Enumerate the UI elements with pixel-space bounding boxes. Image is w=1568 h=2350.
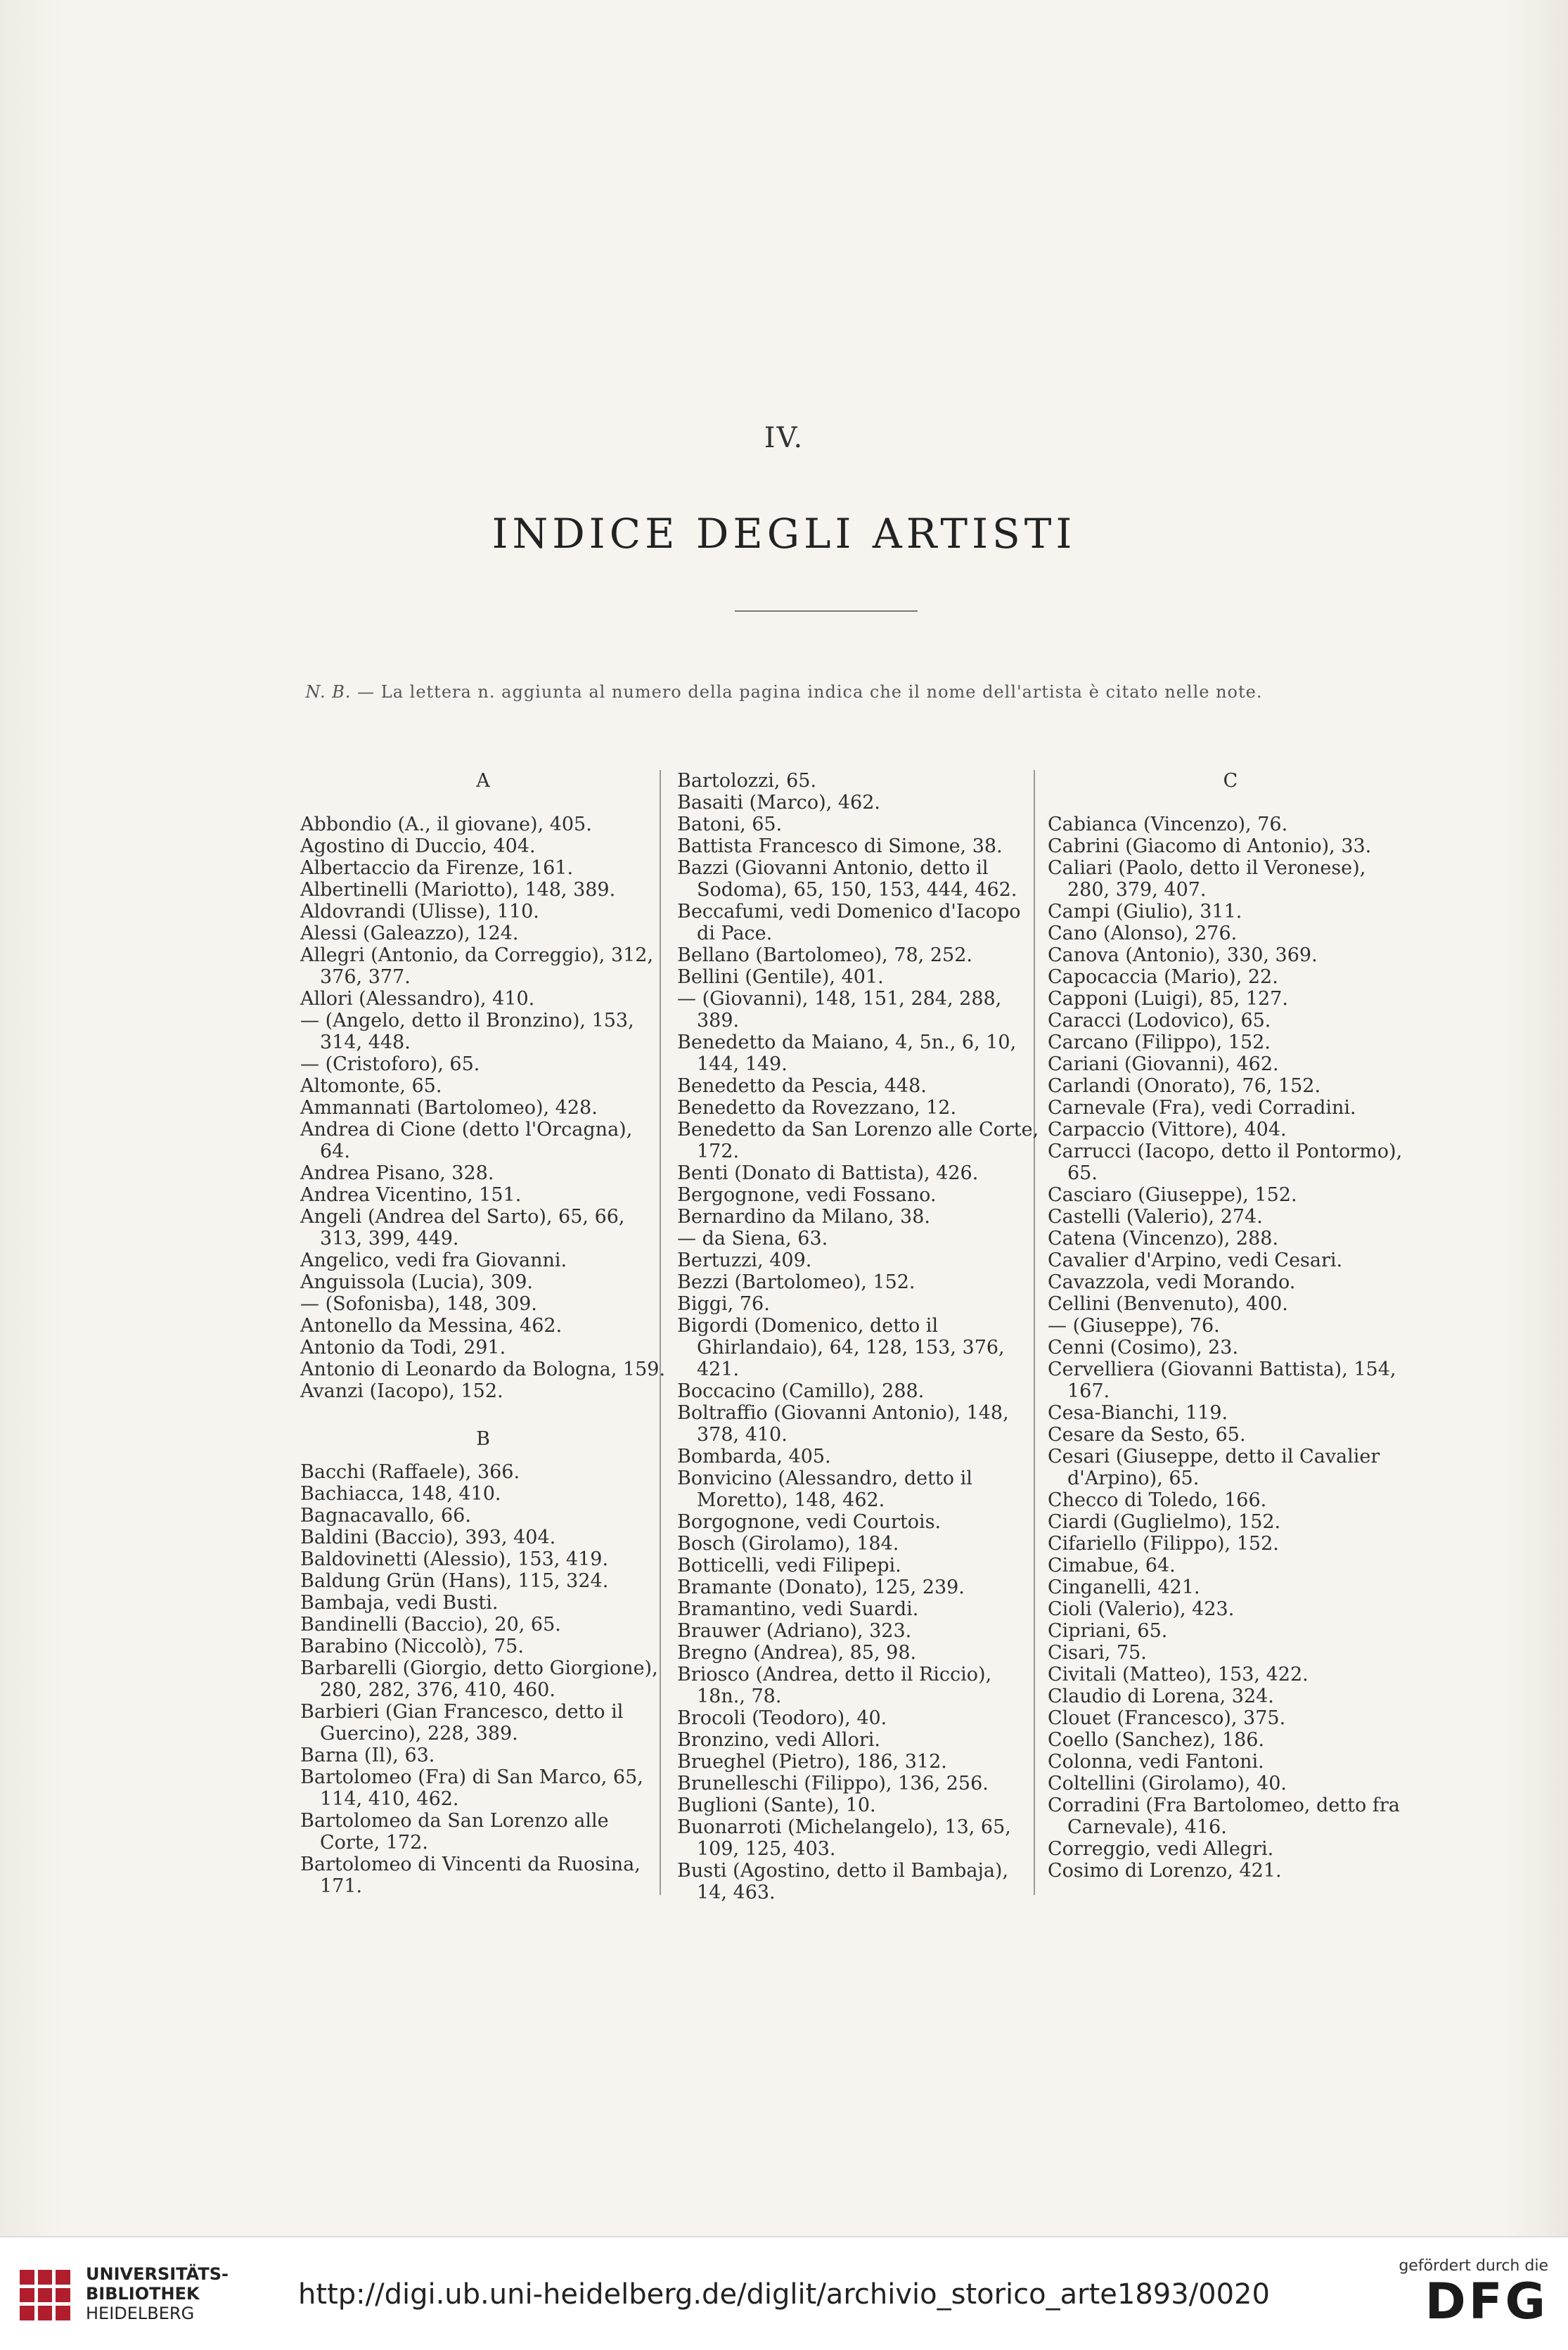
index-entry: Cosimo di Lorenzo, 421. <box>1048 1860 1282 1882</box>
index-entry: Aldovrandi (Ulisse), 110. <box>300 901 539 923</box>
index-entry: Cavalier d'Arpino, vedi Cesari. <box>1048 1250 1343 1271</box>
index-entry: Corradini (Fra Bartolomeo, detto fra Carnevale), 416. <box>1048 1794 1400 1838</box>
index-entry: Batoni, 65. <box>677 814 783 835</box>
index-entry: Benedetto da Maiano, 4, 5n., 6, 10, 144, 149. <box>677 1032 1017 1075</box>
entries-b-continued <box>677 770 1043 1903</box>
index-entry: Bartolomeo da San Lorenzo alle Corte, 172. <box>300 1810 609 1854</box>
index-entry: Baldini (Baccio), 393, 404. <box>300 1527 556 1548</box>
note-prefix: N. B. <box>305 682 352 702</box>
index-entry: Agostino di Duccio, 404. <box>300 835 536 857</box>
section-number: IV. <box>764 422 804 454</box>
entries-a <box>300 814 666 1402</box>
index-entry: Catena (Vincenzo), 288. <box>1048 1228 1279 1250</box>
index-entry: Cavazzola, vedi Morando. <box>1048 1271 1296 1293</box>
index-entry: Altomonte, 65. <box>300 1075 442 1097</box>
index-entry: Brunelleschi (Filippo), 136, 256. <box>677 1773 989 1794</box>
index-entry: Bigordi (Domenico, detto il Ghirlandaio), 64, 128, 153, 376, 421. <box>677 1315 1005 1380</box>
index-entry: Bazzi (Giovanni Antonio, detto il Sodoma), 65, 150, 153, 444, 462. <box>677 857 1017 901</box>
page-title: INDICE DEGLI ARTISTI <box>491 510 1077 558</box>
index-entry: Buonarroti (Michelangelo), 13, 65, 109, 125, 403. <box>677 1816 1011 1860</box>
index-entry: Briosco (Andrea, detto il Riccio), 18n., 78. <box>677 1664 992 1707</box>
index-entry: Cabianca (Vincenzo), 76. <box>1048 814 1288 835</box>
index-column-3 <box>1048 770 1413 1882</box>
index-entry: Bergognone, vedi Fossano. <box>677 1184 937 1206</box>
index-entry: Campi (Giulio), 311. <box>1048 901 1242 923</box>
index-entry: Baldung Grün (Hans), 115, 324. <box>300 1570 609 1592</box>
index-entry: Benti (Donato di Battista), 426. <box>677 1162 979 1184</box>
index-entry: Beccafumi, vedi Domenico d'Iacopo di Pace. <box>677 901 1021 944</box>
index-entry: Cesare da Sesto, 65. <box>1048 1424 1246 1446</box>
index-entry: Borgognone, vedi Courtois. <box>677 1511 942 1533</box>
index-entry: Capocaccia (Mario), 22. <box>1048 966 1278 988</box>
library-name-line3: HEIDELBERG <box>86 2304 195 2323</box>
index-entry: Canova (Antonio), 330, 369. <box>1048 944 1318 966</box>
index-entry: Ammannati (Bartolomeo), 428. <box>300 1097 598 1119</box>
index-entry: Andrea di Cione (detto l'Orcagna), 64. <box>300 1119 633 1162</box>
funded-by-text: gefördert durch die <box>1399 2257 1548 2275</box>
index-entry: Barna (Il), 63. <box>300 1745 435 1766</box>
index-entry: Bandinelli (Baccio), 20, 65. <box>300 1614 561 1636</box>
index-entry: Cano (Alonso), 276. <box>1048 923 1238 944</box>
title-divider <box>735 610 918 612</box>
index-entry: — da Siena, 63. <box>677 1228 828 1250</box>
index-entry: Benedetto da Rovezzano, 12. <box>677 1097 957 1119</box>
index-entry: Boltraffio (Giovanni Antonio), 148, 378, 410. <box>677 1402 1009 1446</box>
index-entry: Botticelli, vedi Filipepi. <box>677 1555 901 1577</box>
editorial-note <box>0 682 1568 702</box>
index-entry: Antonio di Leonardo da Bologna, 159. <box>300 1359 666 1380</box>
index-entry: Buglioni (Sante), 10. <box>677 1794 876 1816</box>
index-entry: Cisari, 75. <box>1048 1642 1147 1664</box>
index-entry: Bagnacavallo, 66. <box>300 1505 471 1527</box>
index-entry: Bosch (Girolamo), 184. <box>677 1533 899 1555</box>
index-entry: Bramantino, vedi Suardi. <box>677 1598 919 1620</box>
index-entry: Coltellini (Girolamo), 40. <box>1048 1773 1287 1794</box>
funder-block <box>1394 2257 1548 2328</box>
letter-heading-b: B <box>476 1428 490 1450</box>
index-entry: Barbarelli (Giorgio, detto Giorgione), 280, 282, 376, 410, 460. <box>300 1657 658 1701</box>
index-entry: Barabino (Niccolò), 75. <box>300 1636 524 1657</box>
index-entry: Albertaccio da Firenze, 161. <box>300 857 574 879</box>
index-entry: Angeli (Andrea del Sarto), 65, 66, 313, 399, 449. <box>300 1206 625 1250</box>
index-entry: Brocoli (Teodoro), 40. <box>677 1707 887 1729</box>
index-entry: Checco di Toledo, 166. <box>1048 1489 1267 1511</box>
index-entry: — (Angelo, detto il Bronzino), 153, 314, 448. <box>300 1010 634 1053</box>
index-entry: Cellini (Benvenuto), 400. <box>1048 1293 1288 1315</box>
index-entry: Andrea Vicentino, 151. <box>300 1184 522 1206</box>
index-entry: Caracci (Lodovico), 65. <box>1048 1010 1271 1032</box>
index-entry: Cipriani, 65. <box>1048 1620 1168 1642</box>
index-entry: Cioli (Valerio), 423. <box>1048 1598 1235 1620</box>
index-entry: Cenni (Cosimo), 23. <box>1048 1337 1239 1359</box>
index-entry: Ciardi (Guglielmo), 152. <box>1048 1511 1281 1533</box>
index-entry: Avanzi (Iacopo), 152. <box>300 1380 503 1402</box>
index-entry: Coello (Sanchez), 186. <box>1048 1729 1265 1751</box>
index-entry: Casciaro (Giuseppe), 152. <box>1048 1184 1297 1206</box>
source-url-link[interactable]: http://digi.ub.uni-heidelberg.de/diglit/archivio_storico_arte1893/0020 <box>298 2278 1270 2311</box>
index-entry: Benedetto da Pescia, 448. <box>677 1075 927 1097</box>
index-entry: Antonello da Messina, 462. <box>300 1315 563 1337</box>
index-entry: Bambaja, vedi Busti. <box>300 1592 499 1614</box>
letter-heading-a: A <box>476 770 490 792</box>
index-entry: Carlandi (Onorato), 76, 152. <box>1048 1075 1321 1097</box>
letter-heading-c: C <box>1223 770 1238 792</box>
index-entry: Cariani (Giovanni), 462. <box>1048 1053 1279 1075</box>
index-entry: Bacchi (Raffaele), 366. <box>300 1461 520 1483</box>
index-entry: Anguissola (Lucia), 309. <box>300 1271 534 1293</box>
index-entry: Bertuzzi, 409. <box>677 1250 812 1271</box>
index-entry: Cesa-Bianchi, 119. <box>1048 1402 1228 1424</box>
index-entry: Bartolozzi, 65. <box>677 770 817 792</box>
index-column-1 <box>300 770 666 1897</box>
index-entry: Cabrini (Giacomo di Antonio), 33. <box>1048 835 1372 857</box>
index-entry: Abbondio (A., il giovane), 405. <box>300 814 592 835</box>
index-entry: Colonna, vedi Fantoni. <box>1048 1751 1264 1773</box>
index-entry: Carcano (Filippo), 152. <box>1048 1032 1271 1053</box>
entries-c <box>1048 814 1413 1882</box>
index-entry: Angelico, vedi fra Giovanni. <box>300 1250 567 1271</box>
dfg-logo: DFG <box>1425 2273 1548 2330</box>
index-entry: Basaiti (Marco), 462. <box>677 792 880 814</box>
index-entry: — (Sofonisba), 148, 309. <box>300 1293 537 1315</box>
index-entry: Carpaccio (Vittore), 404. <box>1048 1119 1287 1141</box>
index-entry: Bombarda, 405. <box>677 1446 831 1468</box>
note-text: — La lettera n. aggiunta al numero della pagina indica che il nome dell'artista è citato nelle note. <box>357 682 1263 702</box>
index-entry: Civitali (Matteo), 153, 422. <box>1048 1664 1309 1686</box>
index-entry: Clouet (Francesco), 375. <box>1048 1707 1286 1729</box>
index-entry: — (Giovanni), 148, 151, 284, 288, 389. <box>677 988 1002 1032</box>
index-entry: Allegri (Antonio, da Correggio), 312, 376, 377. <box>300 944 654 988</box>
index-entry: Bachiacca, 148, 410. <box>300 1483 501 1505</box>
digitization-footer <box>0 2236 1568 2350</box>
library-name-line1: UNIVERSITÄTS- <box>86 2264 229 2284</box>
index-entry: Bramante (Donato), 125, 239. <box>677 1577 965 1598</box>
index-entry: Correggio, vedi Allegri. <box>1048 1838 1274 1860</box>
index-entry: Castelli (Valerio), 274. <box>1048 1206 1263 1228</box>
index-entry: Bonvicino (Alessandro, detto il Moretto), 148, 462. <box>677 1468 972 1511</box>
index-entry: Cinganelli, 421. <box>1048 1577 1200 1598</box>
index-entry: Boccacino (Camillo), 288. <box>677 1380 925 1402</box>
index-entry: Cimabue, 64. <box>1048 1555 1176 1577</box>
index-entry: Andrea Pisano, 328. <box>300 1162 494 1184</box>
index-entry: Cesari (Giuseppe, detto il Cavalier d'Arpino), 65. <box>1048 1446 1380 1489</box>
index-entry: Capponi (Luigi), 85, 127. <box>1048 988 1288 1010</box>
index-entry: Carrucci (Iacopo, detto il Pontormo), 65. <box>1048 1141 1403 1184</box>
index-entry: Benedetto da San Lorenzo alle Corte, 172. <box>677 1119 1039 1162</box>
index-entry: Alessi (Galeazzo), 124. <box>300 923 519 944</box>
index-entry: Bellini (Gentile), 401. <box>677 966 884 988</box>
index-entry: Bregno (Andrea), 85, 98. <box>677 1642 917 1664</box>
index-entry: Brauwer (Adriano), 323. <box>677 1620 912 1642</box>
footer-divider <box>0 2236 1568 2237</box>
index-entry: Antonio da Todi, 291. <box>300 1337 506 1359</box>
index-entry: Cifariello (Filippo), 152. <box>1048 1533 1279 1555</box>
index-entry: Carnevale (Fra), vedi Corradini. <box>1048 1097 1356 1119</box>
index-entry: Albertinelli (Mariotto), 148, 389. <box>300 879 616 901</box>
library-name-line2: BIBLIOTHEK <box>86 2284 200 2304</box>
entries-b <box>300 1461 666 1897</box>
index-entry: Bronzino, vedi Allori. <box>677 1729 880 1751</box>
index-entry: Bartolomeo di Vincenti da Ruosina, 171. <box>300 1854 641 1897</box>
index-entry: Bartolomeo (Fra) di San Marco, 65, 114, 410, 462. <box>300 1766 643 1810</box>
index-entry: Bellano (Bartolomeo), 78, 252. <box>677 944 972 966</box>
index-entry: Bernardino da Milano, 38. <box>677 1206 930 1228</box>
index-entry: Busti (Agostino, detto il Bambaja), 14, 463. <box>677 1860 1009 1903</box>
index-entry: Brueghel (Pietro), 186, 312. <box>677 1751 947 1773</box>
index-column-2 <box>677 770 1043 1903</box>
index-entry: Cervelliera (Giovanni Battista), 154, 167. <box>1048 1359 1396 1402</box>
index-entry: — (Giuseppe), 76. <box>1048 1315 1220 1337</box>
index-entry: Caliari (Paolo, detto il Veronese), 280, 379, 407. <box>1048 857 1366 901</box>
index-entry: Biggi, 76. <box>677 1293 770 1315</box>
index-entry: — (Cristoforo), 65. <box>300 1053 480 1075</box>
index-entry: Allori (Alessandro), 410. <box>300 988 535 1010</box>
index-entry: Baldovinetti (Alessio), 153, 419. <box>300 1548 609 1570</box>
index-entry: Barbieri (Gian Francesco, detto il Guercino), 228, 389. <box>300 1701 624 1745</box>
index-entry: Claudio di Lorena, 324. <box>1048 1686 1274 1707</box>
index-entry: Bezzi (Bartolomeo), 152. <box>677 1271 915 1293</box>
index-entry: Battista Francesco di Simone, 38. <box>677 835 1003 857</box>
